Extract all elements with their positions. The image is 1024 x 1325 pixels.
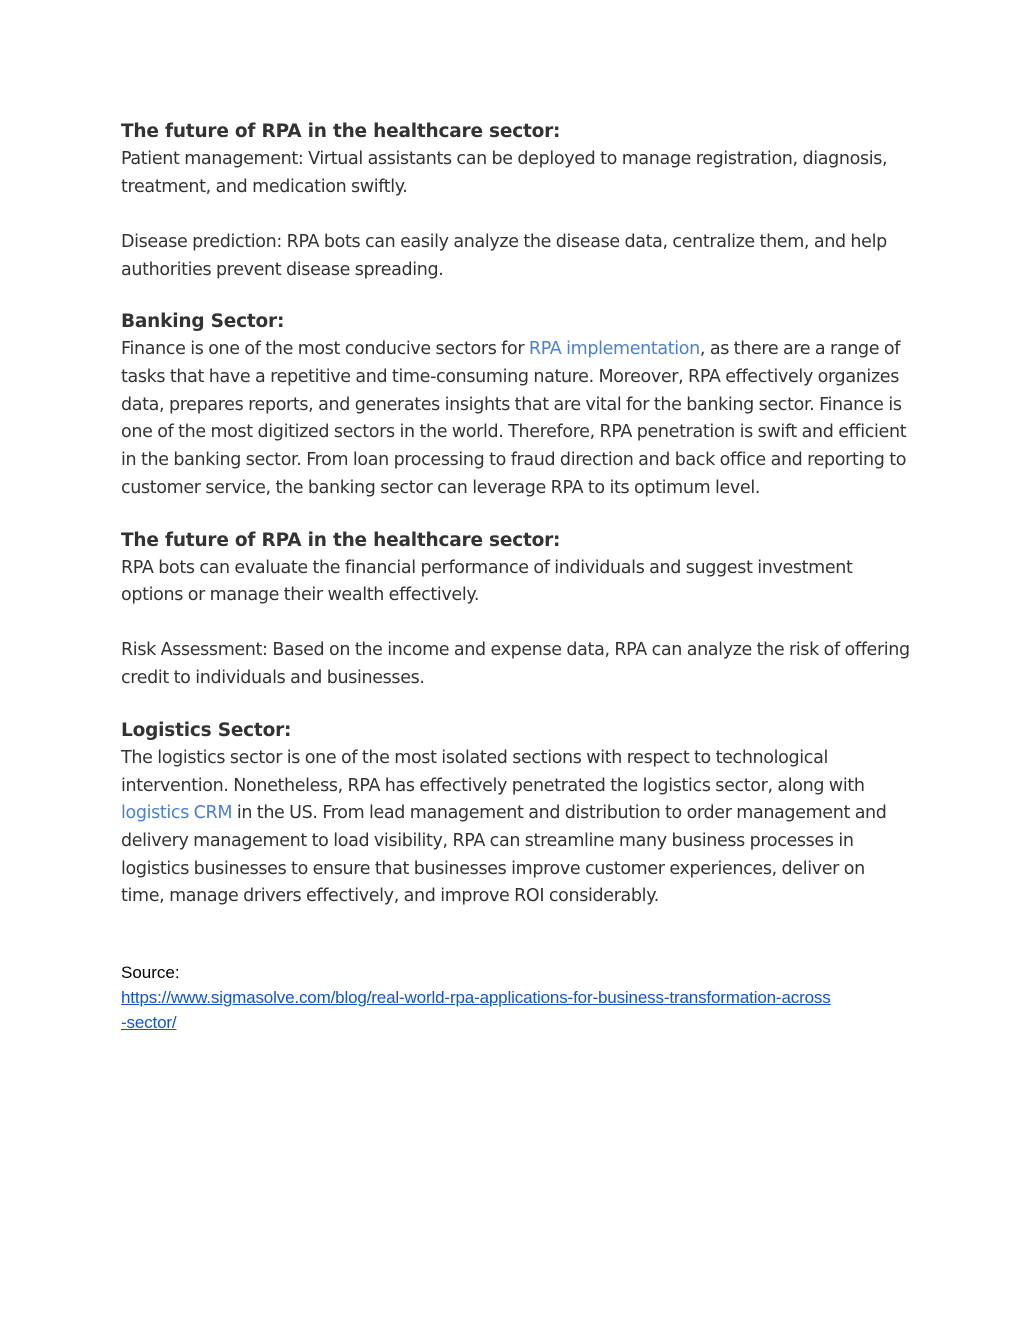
source-url-link[interactable] (121, 985, 911, 1035)
section-heading-logistics: Logistics Sector: (121, 719, 292, 741)
paragraph-risk-assessment: Risk Assessment: Based on the income and expense data, RPA can analyze the risk of offering credit to individuals and businesses. (121, 640, 910, 689)
section-heading-healthcare-2: The future of RPA in the healthcare sector: (121, 529, 561, 551)
section-heading-banking: Banking Sector: (121, 311, 285, 333)
logistics-text-after-link: in the US. From lead management and distribution to order management and delivery management to load visibility, RPA can streamline many business processes in logistics businesses to ensure that businesses improve customer experiences, deliver on time, manage drivers effectively, and improve ROI considerably. (121, 803, 887, 907)
section-heading-healthcare: The future of RPA in the healthcare sector: (121, 121, 561, 142)
logistics-crm-link[interactable]: logistics CRM (121, 803, 233, 824)
paragraph-disease-prediction: Disease prediction: RPA bots can easily analyze the disease data, centralize them, and help authorities prevent disease spreading. (121, 231, 887, 280)
source-url-line-2: -sector/ (121, 1013, 177, 1033)
source-url-line-1: https://www.sigmasolve.com/blog/real-world-rpa-applications-for-business-transformation-across (121, 988, 831, 1008)
paragraph-logistics (121, 745, 911, 911)
document-page (121, 118, 911, 1035)
paragraph-patient-management: Patient management: Virtual assistants can be deployed to manage registration, diagnosis, treatment, and medication swiftly. (121, 149, 888, 197)
logistics-text-before-link: The logistics sector is one of the most isolated sections with respect to technological intervention. Nonetheless, RPA has effectively penetrated the logistics sector, along with (121, 747, 865, 796)
rpa-implementation-link[interactable]: RPA implementation (528, 339, 700, 360)
banking-text-after-link: , as there are a range of tasks that have a repetitive and time-consuming nature. Moreover, RPA effectively organizes data, prepares reports, and generates insights that are vital for the banking sector. Finance is one of the most digitized sectors in the world. Therefore, RPA penetration is swift and efficient in the banking sector. From loan processing to fraud direction and back office and reporting to customer service, the banking sector can leverage RPA to its optimum level. (121, 339, 907, 498)
banking-text-before-link: Finance is one of the most conducive sectors for (121, 339, 529, 360)
paragraph-investment: RPA bots can evaluate the financial performance of individuals and suggest investment options or manage their wealth effectively. (121, 557, 853, 606)
paragraph-banking (121, 336, 911, 502)
source-label: Source: (121, 963, 180, 983)
source-block (121, 961, 911, 1035)
